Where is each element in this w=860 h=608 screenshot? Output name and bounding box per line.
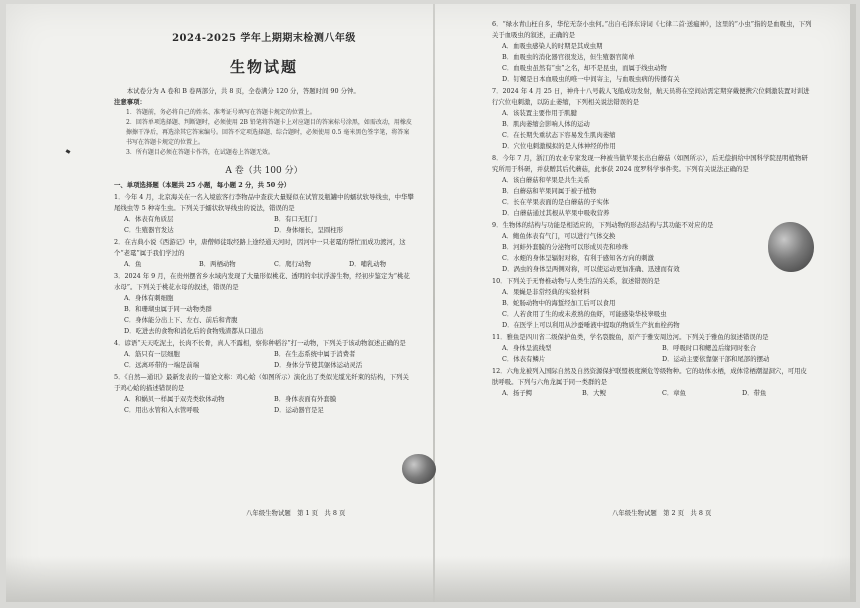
- scan-shadow: [6, 556, 856, 602]
- part-heading: 一、单项选择题（本题共 25 小题，每小题 2 分，共 50 分）: [114, 181, 291, 189]
- option: C．生殖器官发达: [124, 226, 174, 234]
- option: B．蛇肠动物中的海蜇经加工后可以食用: [502, 299, 616, 307]
- clam-photo: [402, 454, 436, 484]
- option: D．运动器官是足: [274, 406, 324, 414]
- option: A．筋只有一层细胞: [124, 350, 180, 358]
- option: D．钉螺是日本血吸虫的唯一中间寄主，与血吸虫病的传播有关: [502, 75, 680, 83]
- question-3: 3．2024 年 9 月，在贵州摆省乡水域内发现了大量形似桃花、透明的伞状浮游生物，经初步鉴定为“桃花水母”。下列关于桃花水母的叙述，错误的是: [114, 272, 410, 291]
- question-2: 2．在古典小说《西游记》中，唐僧师徒取经路上途经通天河时，因河中一只老鼋的帮忙而成功渡河，这个“老鼋”属于我们学过的: [114, 238, 406, 257]
- option: B．呼吸时口和鳃盖后缘同时张合: [662, 344, 757, 352]
- option: B．河蚌外套膜的分泌物可以形成贝壳和珍珠: [502, 243, 629, 251]
- notice-item: 1．答题前，务必将自己的姓名、准考证号填写在答题卡规定的位置上。: [126, 109, 316, 116]
- option: C．章鱼: [662, 389, 687, 397]
- option: B．两栖动物: [199, 260, 236, 268]
- option: A．该白蘑菇和苹果是共生关系: [502, 176, 590, 184]
- question-8: 8．今年 7 月，浙江的农业专家发现一种被当做苹果长出白蘑菇（如图所示），后无偿捐给中国科学院昆明植物研究所用于科研，并获赠其后代蘑菇，此事获 2024 度罗科学事件奖。下列有关说法正确的是: [492, 154, 808, 173]
- option: D．运动主要依靠躯干部和尾部的摆动: [662, 355, 770, 363]
- notice-heading: 注意事项：: [114, 98, 146, 106]
- option: A．该装置主要作用于肌腱: [502, 109, 577, 117]
- question-5: 5．《自然—通讯》最新发表的一篇论文称：鸡心蛤（如图所示）演化出了类似光缆光纤束的结构，下列关于鸡心蛤的描述错误的是: [114, 373, 409, 392]
- page-fold: [433, 4, 435, 602]
- option: B．和珊瑚虫属于同一动物类群: [124, 305, 212, 313]
- options-row: [114, 214, 414, 225]
- options-row: [114, 405, 414, 416]
- options-row: [114, 394, 414, 405]
- apple-mushroom-photo: [768, 222, 814, 272]
- option: D．带鱼: [742, 389, 767, 397]
- option: D．身体细长，呈圆柱形: [274, 226, 344, 234]
- ink-mark: [66, 149, 71, 154]
- question-10: 10．下列关于无脊椎动物与人类生活的关系，叙述错误的是: [492, 277, 660, 285]
- question-4: 4．谚语“天天吃泥土，长肉不长骨，真人不露相，察你种稻谷”打一动物，下列关于该动物叙述正确的是: [114, 339, 406, 347]
- option: B．白蘑菇和苹果同属于被子植物: [502, 187, 597, 195]
- options-row: [114, 360, 414, 371]
- option: C．爬行动物: [274, 260, 311, 268]
- options-row: [492, 388, 812, 399]
- options-row: [114, 259, 414, 270]
- question-11: 11．雅鱼是四川省二级保护鱼类，学名裂腹鱼，原产于雅安周边河。下列关于雅鱼的叙述错误的是: [492, 333, 769, 341]
- option: C．体表有鳞片: [502, 355, 546, 363]
- option: B．血吸虫的消化器官很发达，但生殖器官简单: [502, 53, 635, 61]
- option: B．身体表面有外套膜: [274, 395, 337, 403]
- option: B．肌肉萎缩会影响人体的运动: [502, 120, 590, 128]
- options-row: [492, 354, 812, 365]
- option: A．鱼: [124, 260, 142, 268]
- page-footer-right: 八年级生物试题 第 2 页 共 8 页: [612, 509, 712, 517]
- options-row: [114, 349, 414, 360]
- options-row: [492, 343, 812, 354]
- question-7: 7．2024 年 4 月 25 日，神舟十八号载人飞船成功发射，航天员将在空间站需定期穿戴便携穴位刺激装置对训进行穴位电刺激，以防止萎缩，下列相关说法错误的是: [492, 87, 810, 106]
- option: A．身体呈流线型: [502, 344, 552, 352]
- question-1: 1．今年 4 月，北京海关在一名入境旅客行李物品中查获大量疑似在试管及瓶罐中的蠕状软导线虫，中华攀尾线虫等 5 种寄生虫。下列关于蠕状软导线虫的说法，错误的是: [114, 193, 414, 212]
- question-12: 12．六角龙被列入国际自然及自然资源保护联盟极度濒危等级物种。它的幼体水栖，成体常栖潮湿洞穴，可用皮肤呼吸。下列与六角龙属于同一类群的是: [492, 367, 807, 386]
- option: C．血吸虫虽然有“虫”之名，却不是昆虫，而属于线虫动物: [502, 64, 667, 72]
- left-page: [114, 18, 414, 416]
- page-footer-left: 八年级生物试题 第 1 页 共 8 页: [246, 509, 346, 517]
- option: A．和蜗贝一样属于双壳类软体动物: [124, 395, 225, 403]
- question-8-options: [492, 175, 747, 219]
- option: A．血吸虫感染人的时期是其成虫期: [502, 42, 603, 50]
- option: D．身体分节使其躯体运动灵活: [274, 361, 363, 369]
- option: C．用出水管和入水管呼吸: [124, 406, 200, 414]
- option: B．大鲵: [582, 389, 606, 397]
- section-heading: A 卷（共 100 分）: [225, 166, 303, 176]
- option: C．人若食用了生的或未煮熟的鱼虾，可能感染华枝睾吸虫: [502, 310, 667, 318]
- notice-item: 2．回答单项选择题、判断题时，必须使用 2B 铅笔将答题卡上对应题目的答案标号涂黑，如需改动，用橡皮擦擦干净后，再选涂其它答案编号。回答不定项选择题、综合题时，必须使用 0.5 毫米黑色签字笔，将答案书写在答题卡规定的位置上。: [126, 119, 412, 146]
- option: C．身体能分出上下、左右、前后和背腹: [124, 316, 238, 324]
- option: A．扬子鳄: [502, 389, 533, 397]
- exam-intro: 本试卷分为 A 卷和 B 卷两部分，共 8 页，全卷满分 120 分，答题时间 90 分钟。: [126, 87, 360, 95]
- notice-item: 3．所有题目必须在答题卡作答，在试题卷上答题无效。: [126, 149, 274, 156]
- option: D．穴位电刺激模拟的是人体神经的作用: [502, 142, 616, 150]
- option: D．涡虫的身体呈两侧对称，可以使运动更加准确、迅速而有效: [502, 265, 680, 273]
- option: D．在医学上可以利用从沙蚕唾液中提取的物质生产抗血栓药物: [502, 321, 680, 329]
- option: C．水蛭的身体呈辐射对称，有利于感知各方向的刺激: [502, 254, 654, 262]
- exam-subject: 生物试题: [229, 58, 298, 76]
- option: D．白蘑菇通过其根从苹果中吸收营养: [502, 209, 610, 217]
- paper-edge: [850, 4, 856, 602]
- option: B．有口无肛门: [274, 215, 318, 223]
- exam-paper: [6, 4, 856, 602]
- option: A．身体有刺细胞: [124, 294, 174, 302]
- option: C．长在苹果表面的是白蘑菇的子实体: [502, 198, 610, 206]
- option: A．果蝇是非常经典的实验材料: [502, 288, 590, 296]
- option: C．远离环带的一端是前端: [124, 361, 200, 369]
- options-row: [114, 225, 414, 236]
- option: A．体表有角质层: [124, 215, 174, 223]
- option: B．在生态系统中属于消费者: [274, 350, 356, 358]
- question-6: 6．“绿水青山枉自多，华佗无奈小虫何。”出自毛泽东诗词《七律二首·送瘟神》，这里的“小虫”指的是血吸虫，下列关于血吸虫的叙述，正确的是: [492, 20, 812, 39]
- option: D．吃进去的食物和消化后的食物残渣都从口退出: [124, 327, 264, 335]
- option: D．哺乳动物: [349, 260, 387, 268]
- right-page: [492, 18, 812, 399]
- option: A．鲍鱼体表有气门，可以进行气体交换: [502, 232, 616, 240]
- option: C．在长期失重状态下容易发生肌肉萎缩: [502, 131, 616, 139]
- exam-title: 2024-2025 学年上期期末检测八年级: [172, 33, 356, 44]
- question-9: 9．生物体的结构与功能是相适应的，下列动物的形态结构与其功能不对应的是: [492, 221, 714, 229]
